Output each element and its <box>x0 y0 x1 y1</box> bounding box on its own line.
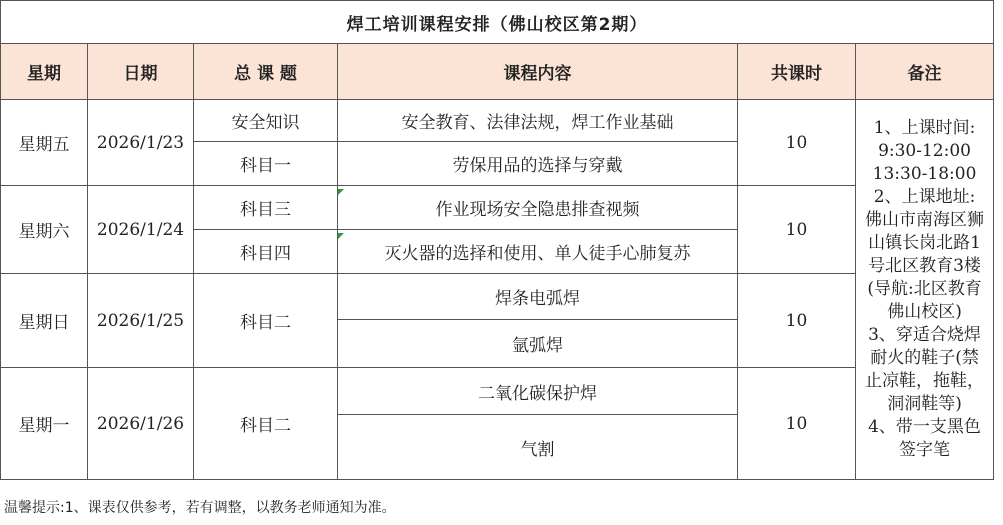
topic-cell: 科目一 <box>194 142 338 186</box>
content-cell: 灭火器的选择和使用、单人徒手心肺复苏 <box>338 230 738 274</box>
header-row <box>1 44 994 100</box>
topic-cell: 科目三 <box>194 186 338 230</box>
topic-cell: 科目二 <box>194 368 338 480</box>
date-cell: 2026/1/24 <box>88 186 194 274</box>
header-hours: 共课时 <box>738 44 856 100</box>
hours-cell: 10 <box>738 368 856 480</box>
table-row <box>1 274 994 320</box>
date-cell: 2026/1/23 <box>88 100 194 186</box>
content-cell: 二氧化碳保护焊 <box>338 368 738 415</box>
content-cell: 劳保用品的选择与穿戴 <box>338 142 738 186</box>
table-row <box>1 368 994 415</box>
topic-cell: 科目二 <box>194 274 338 368</box>
table-row <box>1 186 994 230</box>
hours-cell: 10 <box>738 100 856 186</box>
content-cell: 焊条电弧焊 <box>338 274 738 320</box>
header-content: 课程内容 <box>338 44 738 100</box>
footer-note: 温馨提示:1、课表仅供参考，若有调整，以教务老师通知为准。 <box>4 500 396 516</box>
topic-cell: 科目四 <box>194 230 338 274</box>
weekday-cell: 星期日 <box>1 274 88 368</box>
cell-marker-icon <box>338 233 344 239</box>
header-weekday: 星期 <box>1 44 88 100</box>
page-title: 焊工培训课程安排（佛山校区第2期） <box>1 1 994 44</box>
date-cell: 2026/1/25 <box>88 274 194 368</box>
content-cell: 气割 <box>338 415 738 480</box>
table-row <box>1 100 994 142</box>
content-cell: 氩弧焊 <box>338 320 738 368</box>
content-cell: 作业现场安全隐患排查视频 <box>338 186 738 230</box>
topic-cell: 安全知识 <box>194 100 338 142</box>
header-date: 日期 <box>88 44 194 100</box>
content-cell: 安全教育、法律法规，焊工作业基础 <box>338 100 738 142</box>
date-cell: 2026/1/26 <box>88 368 194 480</box>
weekday-cell: 星期五 <box>1 100 88 186</box>
cell-marker-icon <box>338 189 344 195</box>
notes-cell: 1、上课时间: 9:30-12:00 13:30-18:00 2、上课地址: 佛山市南海区狮 山镇长岗北路1 号北区教育3楼 (导航:北区教育 佛山校区) 3、穿适合烧焊 耐火的鞋子(禁 止凉鞋，拖鞋， 洞洞鞋等) 4、带一支黑色 签字笔 <box>856 100 994 480</box>
hours-cell: 10 <box>738 186 856 274</box>
header-notes: 备注 <box>856 44 994 100</box>
weekday-cell: 星期六 <box>1 186 88 274</box>
hours-cell: 10 <box>738 274 856 368</box>
header-topic: 总 课 题 <box>194 44 338 100</box>
weekday-cell: 星期一 <box>1 368 88 480</box>
